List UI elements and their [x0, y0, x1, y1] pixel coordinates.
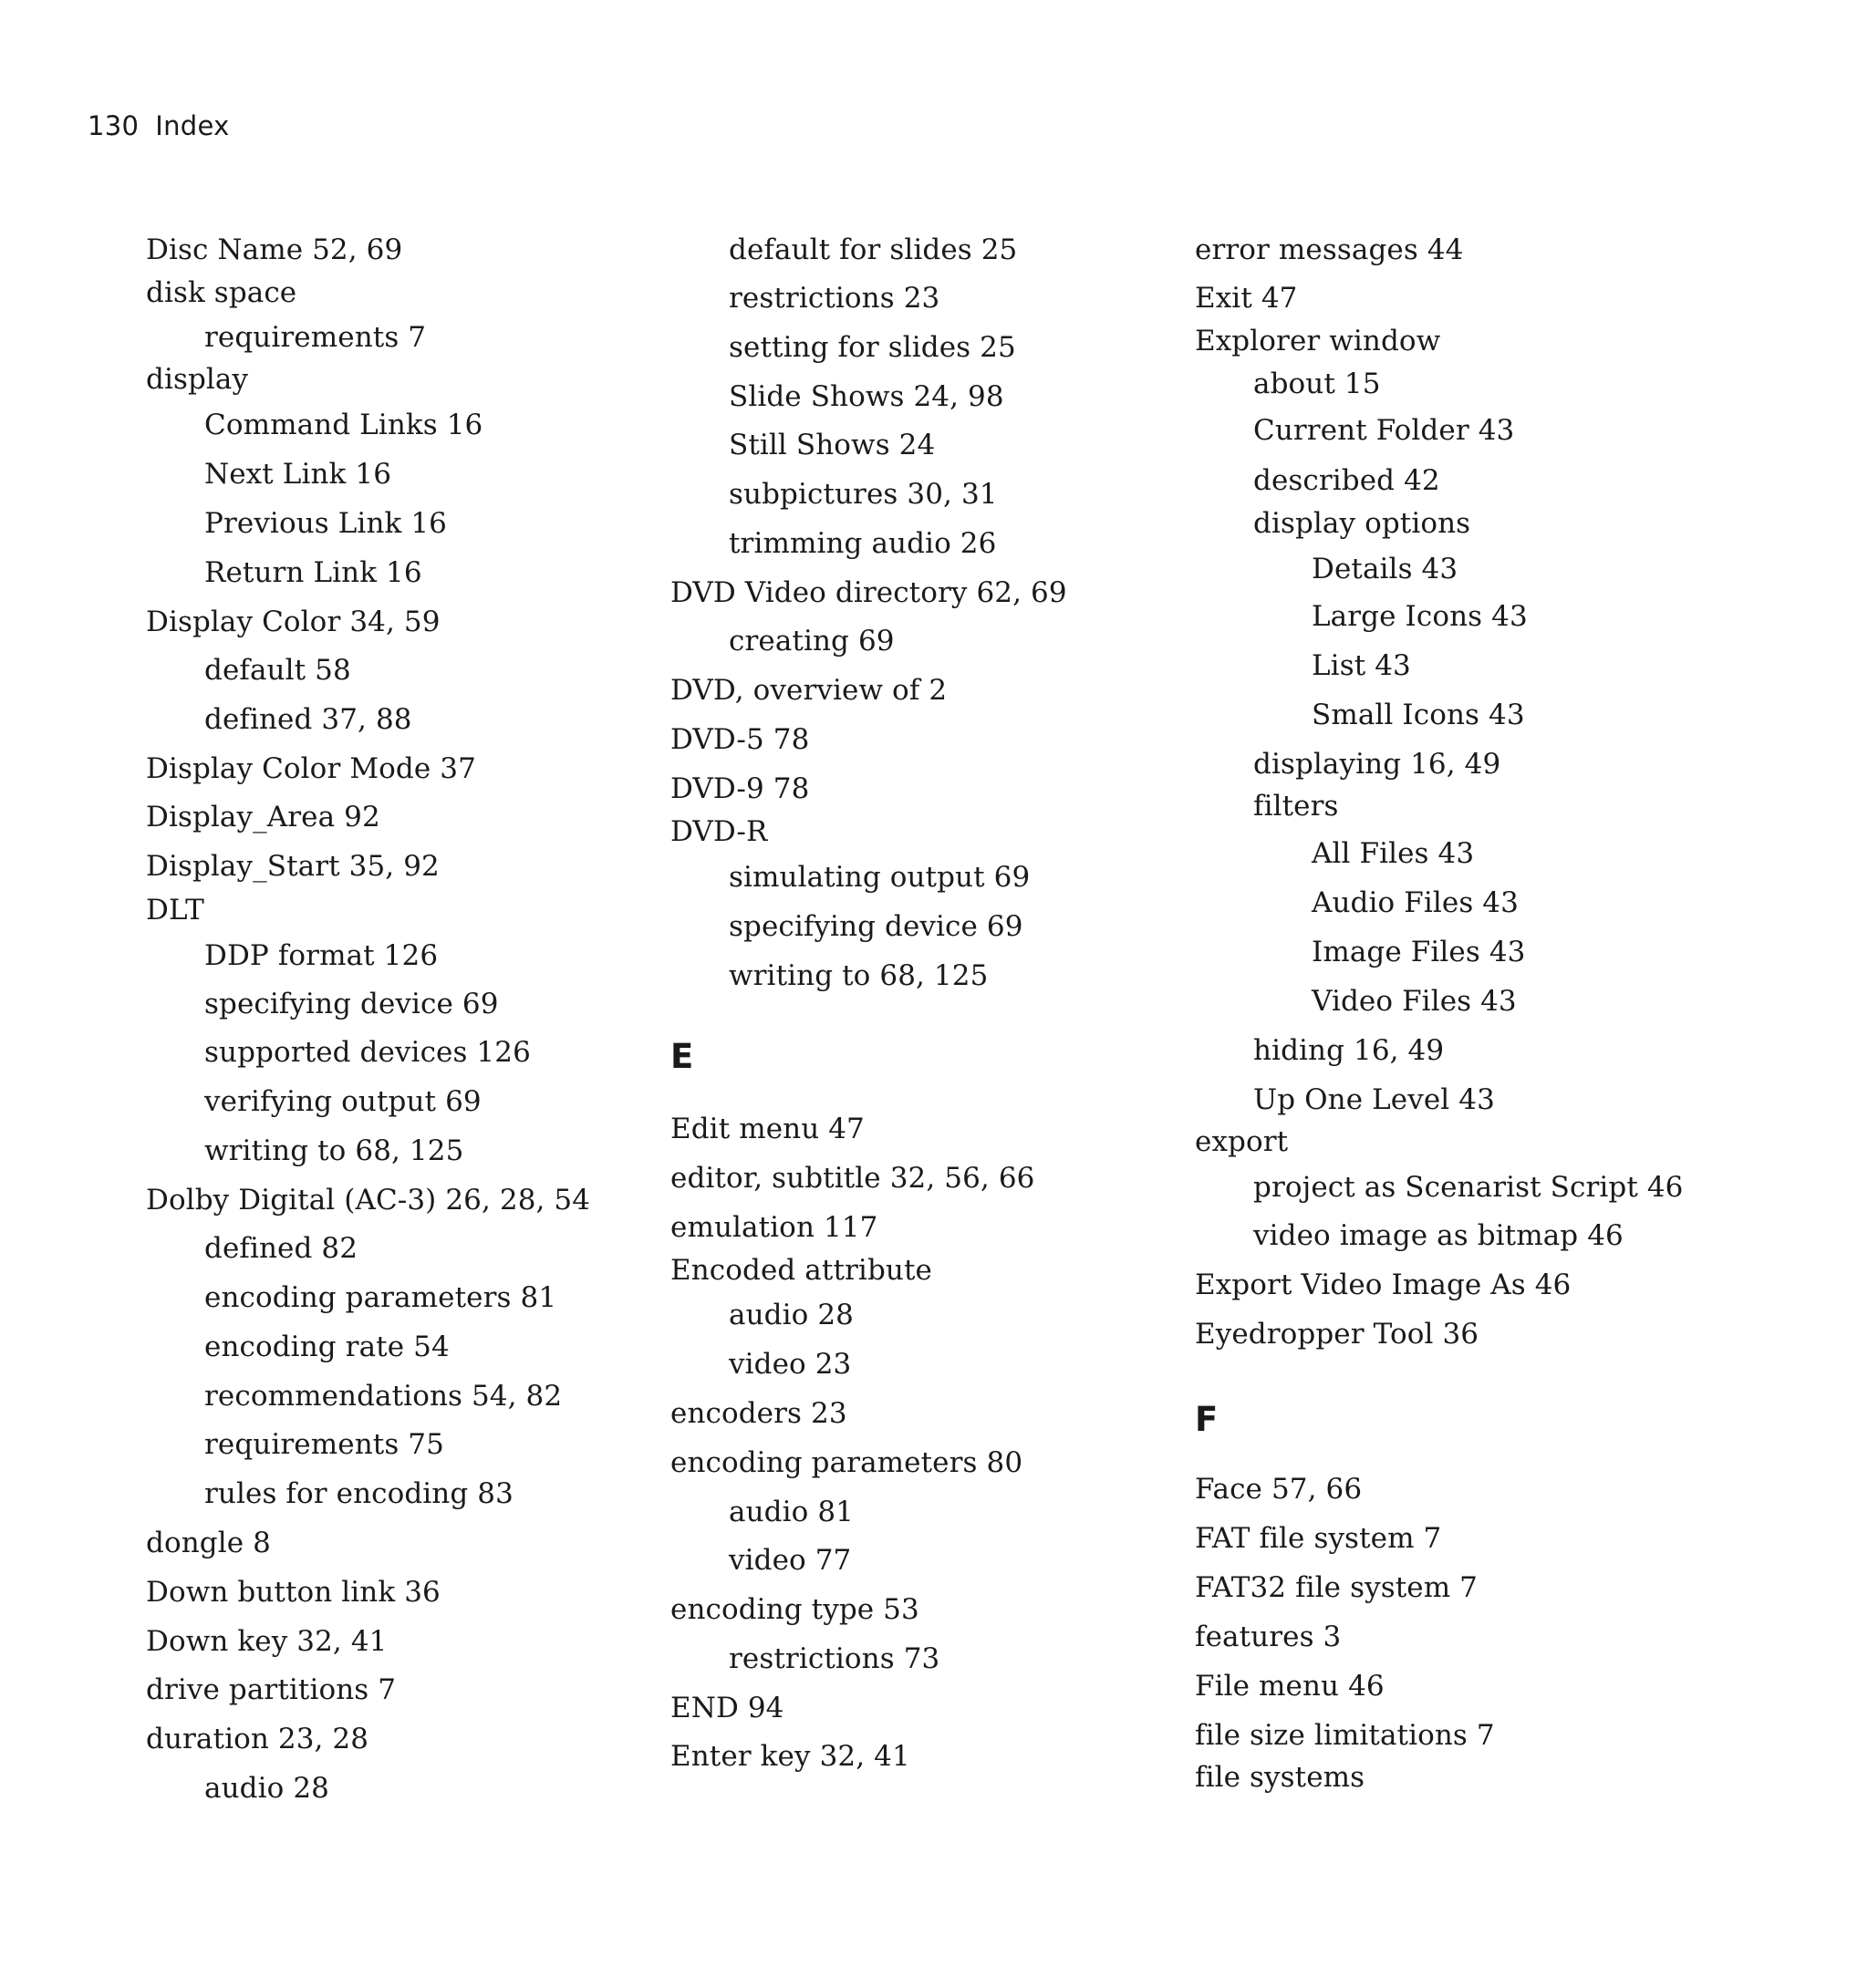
index-subentry: described 42 [1253, 464, 1440, 497]
index-subentry: filters [1253, 790, 1339, 823]
index-entry: Eyedropper Tool 36 [1195, 1318, 1479, 1351]
index-entry: duration 23, 28 [146, 1723, 369, 1755]
index-entry: DLT [146, 894, 204, 927]
index-subentry: Previous Link 16 [204, 507, 447, 540]
index-entry: DVD-5 78 [670, 723, 810, 756]
running-head [88, 108, 230, 144]
index-entry: file size limitations 7 [1195, 1719, 1495, 1752]
index-subentry: Image Files 43 [1312, 936, 1526, 968]
section-heading-f: F [1195, 1400, 1219, 1439]
index-subentry: Command Links 16 [204, 409, 483, 441]
index-entry: error messages 44 [1195, 233, 1464, 266]
index-subentry: DDP format 126 [204, 939, 439, 972]
index-entry: Display Color 34, 59 [146, 606, 441, 638]
index-subentry: creating 69 [729, 625, 895, 657]
index-entry: Edit menu 47 [670, 1113, 865, 1145]
index-entry: Down key 32, 41 [146, 1625, 388, 1658]
index-entry: FAT32 file system 7 [1195, 1571, 1478, 1604]
index-entry: encoding type 53 [670, 1593, 919, 1626]
index-entry: Display_Start 35, 92 [146, 850, 440, 883]
index-subentry: video image as bitmap 46 [1253, 1219, 1624, 1252]
index-entry: encoders 23 [670, 1397, 847, 1430]
index-entry: Encoded attribute [670, 1254, 932, 1287]
index-entry: Display Color Mode 37 [146, 752, 476, 785]
index-subentry: about 15 [1253, 368, 1381, 400]
index-entry: Display_Area 92 [146, 801, 380, 834]
index-subentry: List 43 [1312, 649, 1411, 682]
index-subentry: Small Icons 43 [1312, 699, 1525, 731]
index-subentry: writing to 68, 125 [204, 1134, 464, 1167]
running-head-title: Index [155, 110, 230, 141]
index-entry: editor, subtitle 32, 56, 66 [670, 1162, 1035, 1195]
index-subentry: audio 28 [204, 1772, 329, 1805]
index-entry: drive partitions 7 [146, 1673, 397, 1706]
index-subentry: Return Link 16 [204, 556, 422, 589]
index-subentry: video 23 [729, 1348, 852, 1381]
index-subentry: rules for encoding 83 [204, 1477, 514, 1510]
index-subentry: Up One Level 43 [1253, 1083, 1495, 1116]
index-subentry: specifying device 69 [729, 910, 1023, 943]
index-subentry: Next Link 16 [204, 458, 392, 491]
index-subentry: requirements 75 [204, 1428, 444, 1461]
index-subentry: verifying output 69 [204, 1085, 482, 1118]
index-subentry: default 58 [204, 654, 351, 687]
index-entry: Export Video Image As 46 [1195, 1268, 1572, 1301]
index-subentry: specifying device 69 [204, 988, 499, 1020]
index-subentry: subpictures 30, 31 [729, 478, 998, 511]
index-subentry: simulating output 69 [729, 861, 1031, 894]
section-heading-e: E [670, 1037, 694, 1076]
index-subentry: display options [1253, 507, 1471, 540]
index-entry: Face 57, 66 [1195, 1473, 1363, 1506]
index-entry: Explorer window [1195, 325, 1441, 357]
index-subentry: restrictions 73 [729, 1642, 940, 1675]
index-subentry: writing to 68, 125 [729, 959, 989, 992]
index-subentry: trimming audio 26 [729, 527, 997, 560]
index-entry: dongle 8 [146, 1527, 271, 1559]
index-subentry: encoding parameters 81 [204, 1281, 557, 1314]
index-entry: DVD-R [670, 815, 768, 848]
index-subentry: Still Shows 24 [729, 429, 936, 461]
index-subentry: encoding rate 54 [204, 1331, 450, 1363]
index-subentry: video 77 [729, 1544, 852, 1577]
page-number: 130 [88, 110, 140, 141]
index-subentry: displaying 16, 49 [1253, 748, 1501, 781]
index-entry: export [1195, 1125, 1289, 1158]
index-subentry: defined 37, 88 [204, 703, 412, 736]
index-subentry: Details 43 [1312, 553, 1458, 585]
index-subentry: requirements 7 [204, 321, 427, 354]
index-entry: Dolby Digital (AC-3) 26, 28, 54 [146, 1184, 591, 1217]
index-entry: File menu 46 [1195, 1670, 1385, 1703]
index-subentry: restrictions 23 [729, 282, 940, 315]
index-subentry: Audio Files 43 [1312, 886, 1519, 919]
index-subentry: Current Folder 43 [1253, 414, 1515, 447]
index-subentry: Large Icons 43 [1312, 600, 1528, 633]
index-subentry: All Files 43 [1312, 837, 1475, 870]
index-entry: DVD-9 78 [670, 772, 810, 805]
index-subentry: default for slides 25 [729, 233, 1018, 266]
index-subentry: hiding 16, 49 [1253, 1034, 1445, 1067]
index-entry: emulation 117 [670, 1211, 878, 1244]
index-subentry: setting for slides 25 [729, 331, 1016, 364]
index-subentry: project as Scenarist Script 46 [1253, 1171, 1684, 1204]
index-entry: features 3 [1195, 1620, 1342, 1653]
index-entry: Exit 47 [1195, 282, 1298, 315]
index-subentry: recommendations 54, 82 [204, 1380, 563, 1413]
index-entry: display [146, 363, 249, 396]
index-subentry: Video Files 43 [1312, 985, 1517, 1018]
index-entry: encoding parameters 80 [670, 1446, 1023, 1479]
index-entry: file systems [1195, 1761, 1365, 1794]
index-entry: END 94 [670, 1692, 784, 1724]
index-entry: DVD, overview of 2 [670, 674, 948, 707]
index-entry: disk space [146, 276, 297, 309]
index-subentry: audio 81 [729, 1496, 854, 1528]
index-entry: FAT file system 7 [1195, 1522, 1442, 1555]
index-entry: Down button link 36 [146, 1576, 441, 1609]
index-entry: Disc Name 52, 69 [146, 233, 403, 266]
index-subentry: Slide Shows 24, 98 [729, 380, 1004, 413]
index-entry: DVD Video directory 62, 69 [670, 576, 1067, 609]
index-subentry: audio 28 [729, 1299, 854, 1331]
index-subentry: supported devices 126 [204, 1036, 531, 1069]
index-entry: Enter key 32, 41 [670, 1740, 910, 1773]
index-subentry: defined 82 [204, 1232, 358, 1265]
